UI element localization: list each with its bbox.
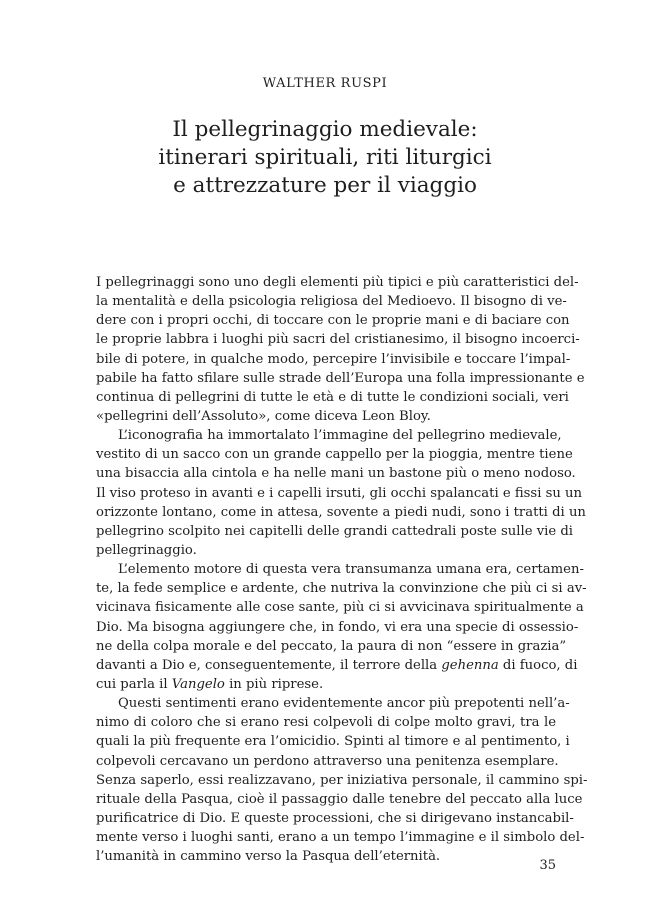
title-line: Il pellegrinaggio medievale:	[172, 117, 478, 142]
text-line: I pellegrinaggi sono uno degli elementi più tipici e più caratteristici del-	[96, 275, 579, 290]
text-line: pellegrinaggio.	[96, 542, 197, 558]
text-line: la mentalità e della psicologia religiosa del Medioevo. Il bisogno di ve-	[96, 294, 567, 310]
text-line: vestito di un sacco con un grande cappello per la pioggia, mentre tiene	[96, 447, 573, 463]
text-line: orizzonte lontano, come in attesa, sovente a piedi nudi, sono i tratti di un	[96, 504, 586, 520]
paragraph	[96, 273, 585, 426]
text-line: L’iconografia ha immortalato l’immagine del pellegrino medievale,	[118, 428, 562, 444]
text-line: nimo di coloro che si erano resi colpevoli di colpe molto gravi, tra le	[96, 715, 556, 731]
text-line: colpevoli cercavano un perdono attraverso una penitenza esemplare.	[96, 753, 559, 769]
text-line: purificatrice di Dio. E queste processioni, che si dirigevano instancabil-	[96, 810, 574, 826]
text-line: l’umanità in cammino verso la Pasqua dell’eternità.	[96, 849, 441, 865]
text-line: Questi sentimenti erano evidentemente ancor più prepotenti nell’a-	[118, 696, 570, 712]
text-line: dere con i propri occhi, di toccare con le proprie mani e di baciare con	[96, 313, 570, 329]
paragraph	[96, 426, 586, 560]
text-line: mente verso i luoghi santi, erano a un tempo l’immagine e il simbolo del-	[96, 830, 585, 846]
title-line: e attrezzature per il viaggio	[173, 173, 477, 198]
paragraph	[96, 694, 588, 866]
text-line: una bisaccia alla cintola e ha nelle mani un bastone più o meno nodoso.	[96, 466, 576, 482]
text-line: continua di pellegrini di tutte le età e di tutte le condizioni sociali, veri	[96, 389, 569, 405]
text-line: Dio. Ma bisogna aggiungere che, in fondo, vi era una specie di ossessio-	[96, 619, 579, 635]
text-line: quali la più frequente era l’omicidio. Spinti al timore e al pentimento, i	[96, 734, 570, 750]
text-line: rituale della Pasqua, cioè il passaggio dalle tenebre del peccato alla luce	[96, 791, 583, 807]
title-line: itinerari spirituali, riti liturgici	[158, 145, 492, 170]
text-line: ne della colpa morale e del peccato, la paura di non “essere in grazia”	[96, 638, 567, 654]
author-name: WALTHER RUSPI	[262, 76, 388, 91]
text-line: cui parla il Vangelo in più riprese.	[96, 676, 324, 692]
text-line: te, la fede semplice e ardente, che nutriva la convinzione che più ci si av-	[96, 581, 587, 597]
text-line: vicinava fisicamente alle cose sante, più ci si avvicinava spiritualmente a	[96, 600, 584, 616]
text-line: L’elemento motore di questa vera transumanza umana era, certamen-	[118, 562, 584, 578]
article-title	[0, 116, 650, 200]
page-number: 35	[539, 858, 556, 873]
text-line: davanti a Dio e, conseguentemente, il terrore della gehenna di fuoco, di	[96, 657, 578, 673]
paragraph	[96, 560, 587, 694]
text-line: «pellegrini dell’Assoluto», come diceva Leon Bloy.	[96, 408, 431, 424]
text-line: le proprie labbra i luoghi più sacri del cristianesimo, il bisogno incoerci-	[96, 332, 580, 348]
text-line: pabile ha fatto sfilare sulle strade dell’Europa una folla impressionante e	[96, 370, 585, 386]
text-line: bile di potere, in qualche modo, percepire l’invisibile e toccare l’impal-	[96, 351, 571, 367]
text-line: Senza saperlo, essi realizzavano, per iniziativa personale, il cammino spi-	[96, 772, 588, 788]
text-line: pellegrino scolpito nei capitelli delle grandi cattedrali poste sulle vie di	[96, 523, 574, 539]
text-line: Il viso proteso in avanti e i capelli irsuti, gli occhi spalancati e fissi su un	[96, 485, 583, 501]
article-body	[96, 273, 588, 866]
